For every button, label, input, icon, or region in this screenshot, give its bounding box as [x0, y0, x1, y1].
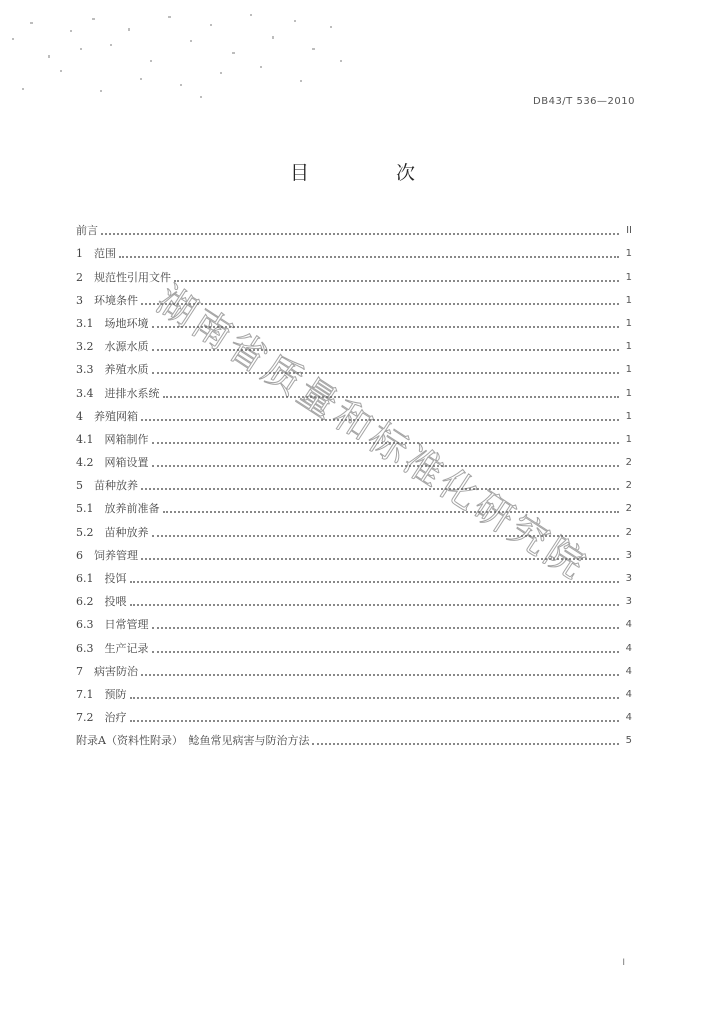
toc-entry[interactable] [76, 725, 632, 748]
toc-entry[interactable] [76, 493, 632, 516]
toc-entry-label: 7 病害防治 [76, 664, 138, 678]
toc-entry-page: 4 [625, 619, 632, 631]
toc-entry[interactable] [76, 261, 632, 284]
leader-dots [152, 465, 620, 467]
toc-entry-label: 3.1 场地环境 [76, 316, 149, 330]
standard-code: DB43/T 536—2010 [533, 96, 635, 107]
leader-dots [141, 558, 619, 560]
leader-dots [152, 442, 620, 444]
toc-entry[interactable] [76, 285, 632, 308]
toc-entry-label: 3.2 水源水质 [76, 340, 149, 354]
toc-entry-page: 4 [625, 712, 632, 724]
toc-entry[interactable] [76, 609, 632, 632]
toc-entry[interactable] [76, 632, 632, 655]
toc-entry[interactable] [76, 586, 632, 609]
leader-dots [119, 256, 619, 258]
toc-entry[interactable] [76, 308, 632, 331]
leader-dots [152, 535, 620, 537]
toc-entry-page: 1 [625, 248, 632, 260]
toc-entry-page: 4 [625, 665, 632, 677]
toc-entry-page: 1 [625, 387, 632, 399]
page-number: I [622, 958, 625, 968]
leader-dots [312, 743, 619, 745]
toc-entry-page: 2 [625, 457, 632, 469]
toc-entry[interactable] [76, 470, 632, 493]
toc-entry-label: 5.2 苗种放养 [76, 525, 149, 539]
scan-noise [0, 0, 360, 110]
toc-entry-label: 4 养殖网箱 [76, 409, 138, 423]
toc-entry-page: II [626, 225, 632, 237]
leader-dots [152, 651, 620, 653]
toc-entry-page: 1 [625, 364, 632, 376]
watermark-text: 湖南省质量和标准化研究院 [149, 277, 596, 589]
toc-entry-page: 2 [625, 503, 632, 515]
leader-dots [130, 720, 620, 722]
toc-entry[interactable] [76, 447, 632, 470]
leader-dots [163, 511, 620, 513]
toc-entry-page: 3 [625, 573, 632, 584]
leader-dots [152, 326, 620, 328]
toc-entry-label: 3.4 进排水系统 [76, 386, 160, 400]
toc-entry-label: 6.1 投饵 [76, 572, 127, 585]
toc-entry-label: 5 苗种放养 [76, 479, 138, 493]
leader-dots [163, 396, 620, 398]
toc-entry-label: 7.2 治疗 [76, 711, 127, 725]
leader-dots [141, 674, 619, 676]
toc-entry-page: 4 [625, 688, 632, 700]
toc-entry[interactable] [76, 424, 632, 447]
toc-entry-label: 6.3 日常管理 [76, 618, 149, 632]
leader-dots [152, 349, 620, 351]
toc-entry-label: 7.1 预防 [76, 687, 127, 701]
toc-entry-label: 4.1 网箱制作 [76, 432, 149, 446]
page-title: 目 次 [289, 162, 449, 184]
toc-entry[interactable] [76, 238, 632, 261]
toc-entry-page: 1 [625, 433, 632, 445]
toc-entry[interactable] [76, 331, 632, 354]
toc-entry-label: 5.1 放养前准备 [76, 502, 160, 516]
toc-entry-page: 3 [625, 549, 632, 561]
toc-entry[interactable] [76, 679, 632, 702]
toc-entry[interactable] [76, 377, 632, 400]
toc-entry-label: 3.3 养殖水质 [76, 363, 149, 377]
leader-dots [130, 697, 620, 699]
toc-entry-page: 1 [625, 271, 632, 283]
toc-entry-page: 5 [625, 735, 632, 747]
toc-entry-label: 6.2 投喂 [76, 595, 127, 609]
toc-entry-page: 1 [625, 294, 632, 306]
toc-entry-label: 3 环境条件 [76, 293, 138, 307]
toc-entry-label: 2 规范性引用文件 [76, 270, 171, 284]
toc-entry-label: 附录A（资料性附录） 鲶鱼常见病害与防治方法 [76, 734, 310, 748]
toc-entry-label: 前言 [76, 224, 98, 238]
leader-dots [141, 303, 619, 305]
toc-entry-label: 1 范围 [76, 247, 116, 261]
leader-dots [141, 419, 619, 421]
toc-entry[interactable] [76, 563, 632, 586]
toc-entry[interactable] [76, 702, 632, 725]
toc-entry-page: 1 [625, 410, 632, 422]
toc-entry[interactable] [76, 516, 632, 539]
toc-entry[interactable] [76, 656, 632, 679]
toc-entry-label: 6 饲养管理 [76, 548, 138, 562]
leader-dots [174, 280, 619, 282]
toc-entry-page: 3 [625, 596, 632, 608]
leader-dots [101, 233, 619, 235]
leader-dots [141, 488, 619, 490]
toc-entry-page: 1 [625, 317, 632, 329]
toc-entry-page: 1 [625, 341, 632, 353]
table-of-contents [76, 215, 632, 748]
toc-entry-page: 2 [625, 526, 632, 538]
toc-entry[interactable] [76, 540, 632, 563]
leader-dots [130, 604, 620, 606]
toc-entry[interactable] [76, 354, 632, 377]
toc-entry-page: 2 [625, 480, 632, 492]
leader-dots [130, 581, 620, 583]
toc-entry-label: 6.3 生产记录 [76, 641, 149, 655]
toc-entry-page: 4 [625, 642, 632, 654]
leader-dots [152, 627, 620, 629]
toc-entry-label: 4.2 网箱设置 [76, 456, 149, 470]
leader-dots [152, 372, 620, 374]
toc-entry[interactable] [76, 401, 632, 424]
toc-entry[interactable] [76, 215, 632, 238]
